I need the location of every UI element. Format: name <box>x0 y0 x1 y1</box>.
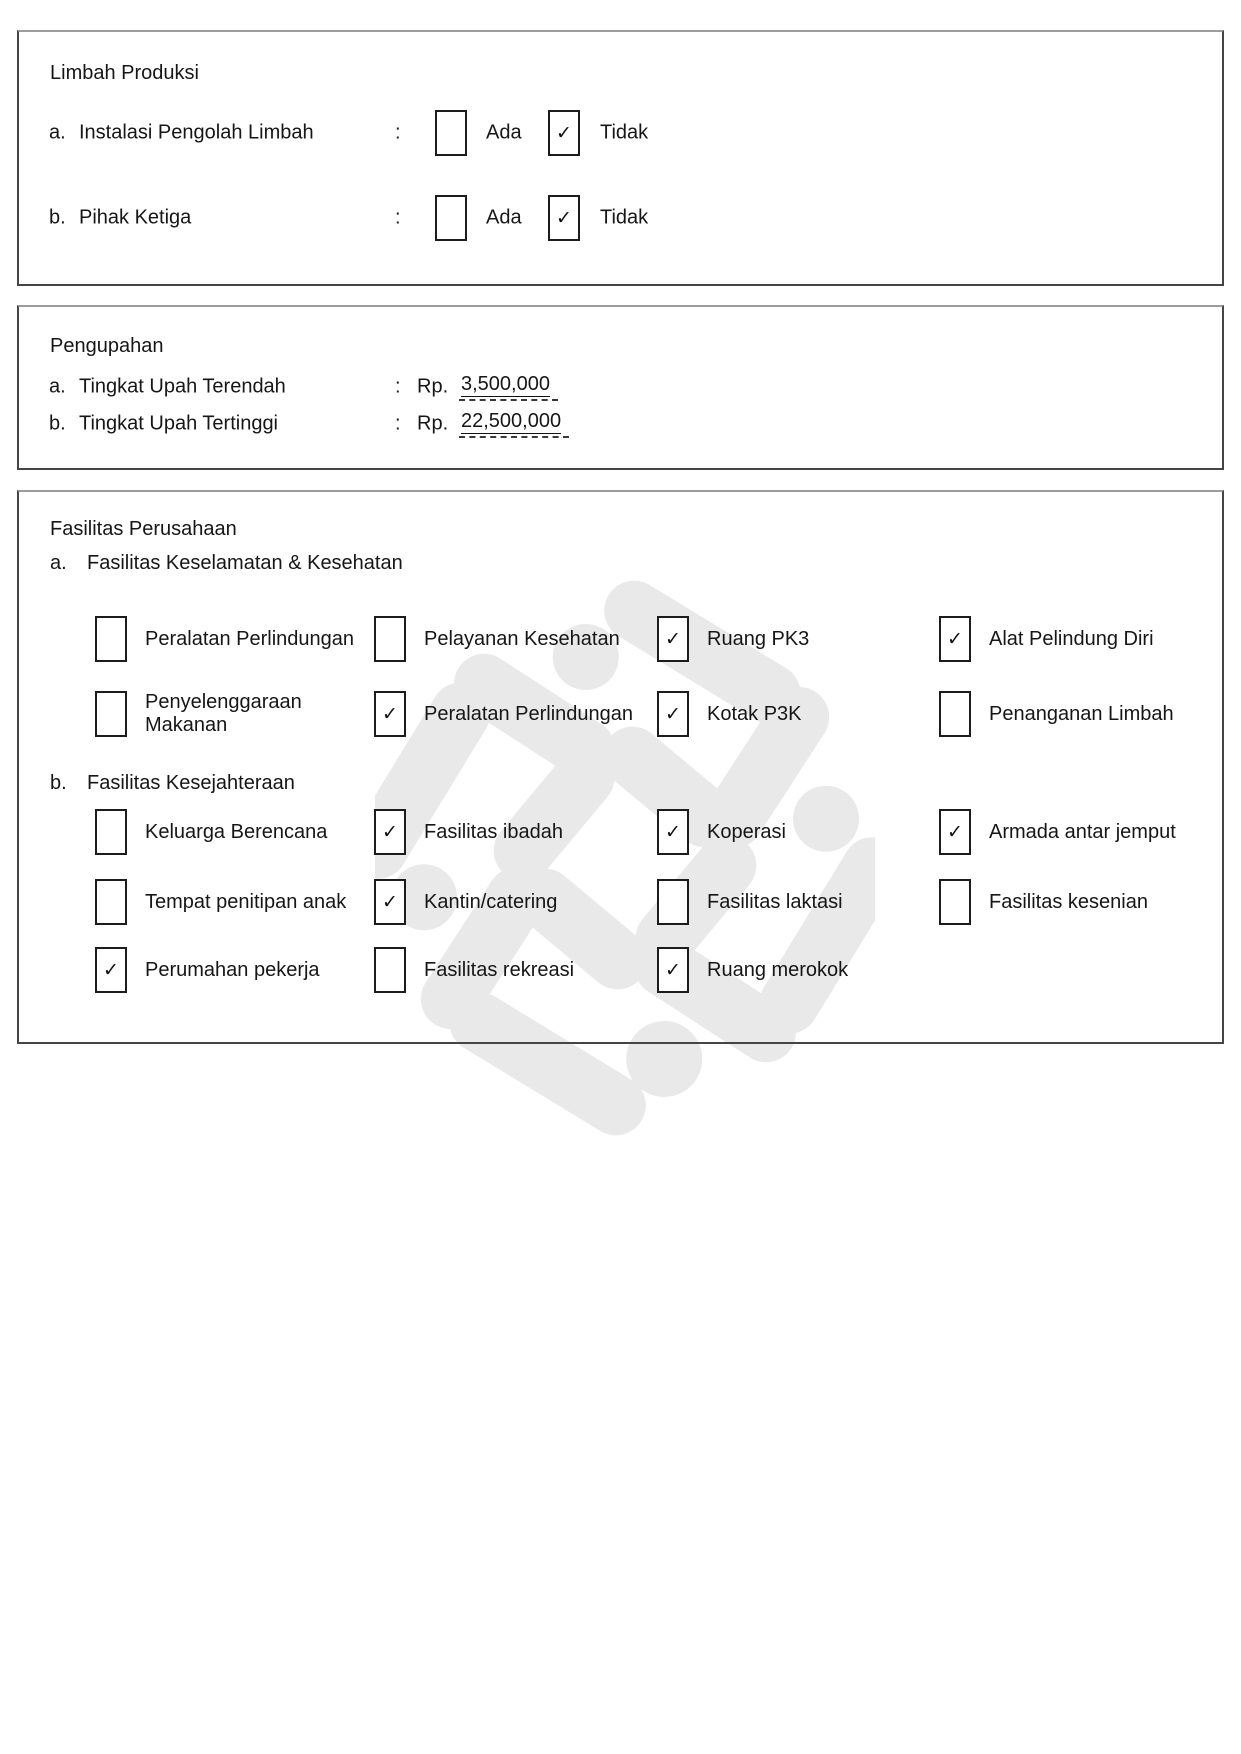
checkmark-icon: ✓ <box>665 703 681 725</box>
checkbox-label: Peralatan Perlindungan <box>424 702 634 725</box>
checkbox-label: Fasilitas kesenian <box>989 890 1148 913</box>
checkmark-icon: ✓ <box>665 959 681 981</box>
colon: : <box>395 412 401 435</box>
checkbox[interactable] <box>95 691 127 737</box>
checkbox[interactable] <box>657 616 689 662</box>
facility-item <box>374 947 574 993</box>
checkbox[interactable] <box>95 947 127 993</box>
subsection-header-keselamatan <box>19 552 1222 578</box>
form-row-pihak-ketiga <box>19 195 1222 241</box>
checkmark-icon: ✓ <box>556 122 572 144</box>
subsection-letter: a. <box>50 552 67 574</box>
panel-fasilitas-perusahaan <box>17 490 1224 1044</box>
checkbox-label: Fasilitas ibadah <box>424 820 563 843</box>
checkbox-label: Ruang merokok <box>707 958 849 981</box>
checkbox[interactable] <box>657 691 689 737</box>
checkbox[interactable] <box>374 947 406 993</box>
checkbox-ada[interactable] <box>435 110 467 156</box>
facility-item <box>657 879 843 925</box>
facility-item <box>939 616 1154 662</box>
checkbox-label: Penyelenggaraan Makanan <box>145 691 302 736</box>
subsection-header-kesejahteraan <box>19 772 1222 798</box>
checkbox[interactable] <box>939 616 971 662</box>
form-row-instalasi-pengolah-limbah <box>19 110 1222 156</box>
checkbox-label: Ruang PK3 <box>707 627 810 650</box>
facility-item <box>939 809 1176 855</box>
checkmark-icon: ✓ <box>665 628 681 650</box>
checkmark-icon: ✓ <box>382 821 398 843</box>
facility-grid-row <box>19 682 1222 746</box>
facility-item <box>374 616 620 662</box>
checkbox-label: Fasilitas rekreasi <box>424 958 575 981</box>
checkbox[interactable] <box>374 879 406 925</box>
checkbox-label: Penanganan Limbah <box>989 702 1174 725</box>
section-title-fasilitas-perusahaan: Fasilitas Perusahaan <box>50 518 237 540</box>
checkbox[interactable] <box>657 809 689 855</box>
checkbox-label-ada: Ada <box>486 206 522 229</box>
facility-grid-row <box>19 616 1222 662</box>
checkmark-icon: ✓ <box>556 207 572 229</box>
facility-item <box>95 809 327 855</box>
checkmark-icon: ✓ <box>382 703 398 725</box>
facility-item <box>374 879 557 925</box>
facility-item <box>657 682 802 746</box>
subsection-letter: b. <box>50 772 67 794</box>
checkbox-label: Kantin/catering <box>424 890 558 913</box>
facility-grid-row <box>19 879 1222 925</box>
checkbox[interactable] <box>939 879 971 925</box>
checkbox-label: Perumahan pekerja <box>145 958 320 981</box>
checkbox[interactable] <box>95 809 127 855</box>
row-letter: a. <box>49 121 66 144</box>
checkbox[interactable] <box>374 616 406 662</box>
checkbox-label: Alat Pelindung Diri <box>989 627 1154 650</box>
checkbox-tidak[interactable] <box>548 195 580 241</box>
checkbox-label: Armada antar jemput <box>989 820 1176 843</box>
facility-item <box>657 809 786 855</box>
facility-item <box>657 947 848 993</box>
wage-lowest-value-field[interactable] <box>459 373 558 401</box>
checkbox[interactable] <box>657 947 689 993</box>
facility-item <box>939 682 1174 746</box>
wage-lowest-value: 3,500,000 <box>461 373 550 395</box>
facility-grid-row <box>19 809 1222 855</box>
checkbox[interactable] <box>657 879 689 925</box>
colon: : <box>395 375 401 398</box>
form-row-upah-tertinggi <box>19 404 1222 444</box>
wage-highest-value-field[interactable] <box>459 410 569 438</box>
checkmark-icon: ✓ <box>103 959 119 981</box>
facility-item <box>95 947 320 993</box>
checkbox-label: Kotak P3K <box>707 702 802 725</box>
facility-item <box>939 879 1148 925</box>
checkbox-label: Fasilitas laktasi <box>707 890 843 913</box>
checkbox-label: Keluarga Berencana <box>145 820 328 843</box>
panel-limbah-produksi <box>17 30 1224 286</box>
facility-grid-row <box>19 947 1222 993</box>
row-label: Tingkat Upah Tertinggi <box>79 412 279 435</box>
checkmark-icon: ✓ <box>947 821 963 843</box>
currency-label: Rp. <box>417 412 449 435</box>
checkbox[interactable] <box>939 691 971 737</box>
checkbox-label: Peralatan Perlindungan <box>145 627 355 650</box>
currency-label: Rp. <box>417 375 449 398</box>
checkbox[interactable] <box>95 879 127 925</box>
row-label: Tingkat Upah Terendah <box>79 375 286 398</box>
checkbox-label: Pelayanan Kesehatan <box>424 627 620 650</box>
panel-pengupahan <box>17 305 1224 470</box>
row-letter: b. <box>49 412 66 435</box>
checkbox-label-tidak: Tidak <box>600 121 649 144</box>
subsection-title: Fasilitas Keselamatan & Kesehatan <box>87 552 403 574</box>
checkbox[interactable] <box>95 616 127 662</box>
checkbox-ada[interactable] <box>435 195 467 241</box>
row-label: Pihak Ketiga <box>79 206 192 229</box>
checkbox-label-tidak: Tidak <box>600 206 649 229</box>
checkmark-icon: ✓ <box>382 891 398 913</box>
wage-highest-value: 22,500,000 <box>461 410 562 432</box>
subsection-title: Fasilitas Kesejahteraan <box>87 772 295 794</box>
facility-item <box>374 682 633 746</box>
facility-item <box>95 616 354 662</box>
facility-item <box>95 879 346 925</box>
section-title-pengupahan: Pengupahan <box>50 335 164 357</box>
row-letter: b. <box>49 206 66 229</box>
row-label: Instalasi Pengolah Limbah <box>79 121 314 144</box>
facility-item <box>95 682 350 746</box>
checkbox-label: Koperasi <box>707 820 786 843</box>
checkbox-label: Tempat penitipan anak <box>145 890 347 913</box>
form-row-upah-terendah <box>19 367 1222 407</box>
section-title-limbah-produksi: Limbah Produksi <box>50 62 199 84</box>
facility-item <box>374 809 563 855</box>
checkmark-icon: ✓ <box>947 628 963 650</box>
facility-item <box>657 616 809 662</box>
checkbox[interactable] <box>374 691 406 737</box>
checkbox[interactable] <box>374 809 406 855</box>
checkbox[interactable] <box>939 809 971 855</box>
row-letter: a. <box>49 375 66 398</box>
checkbox-tidak[interactable] <box>548 110 580 156</box>
checkmark-icon: ✓ <box>665 821 681 843</box>
colon: : <box>395 121 401 144</box>
colon: : <box>395 206 401 229</box>
checkbox-label-ada: Ada <box>486 121 522 144</box>
